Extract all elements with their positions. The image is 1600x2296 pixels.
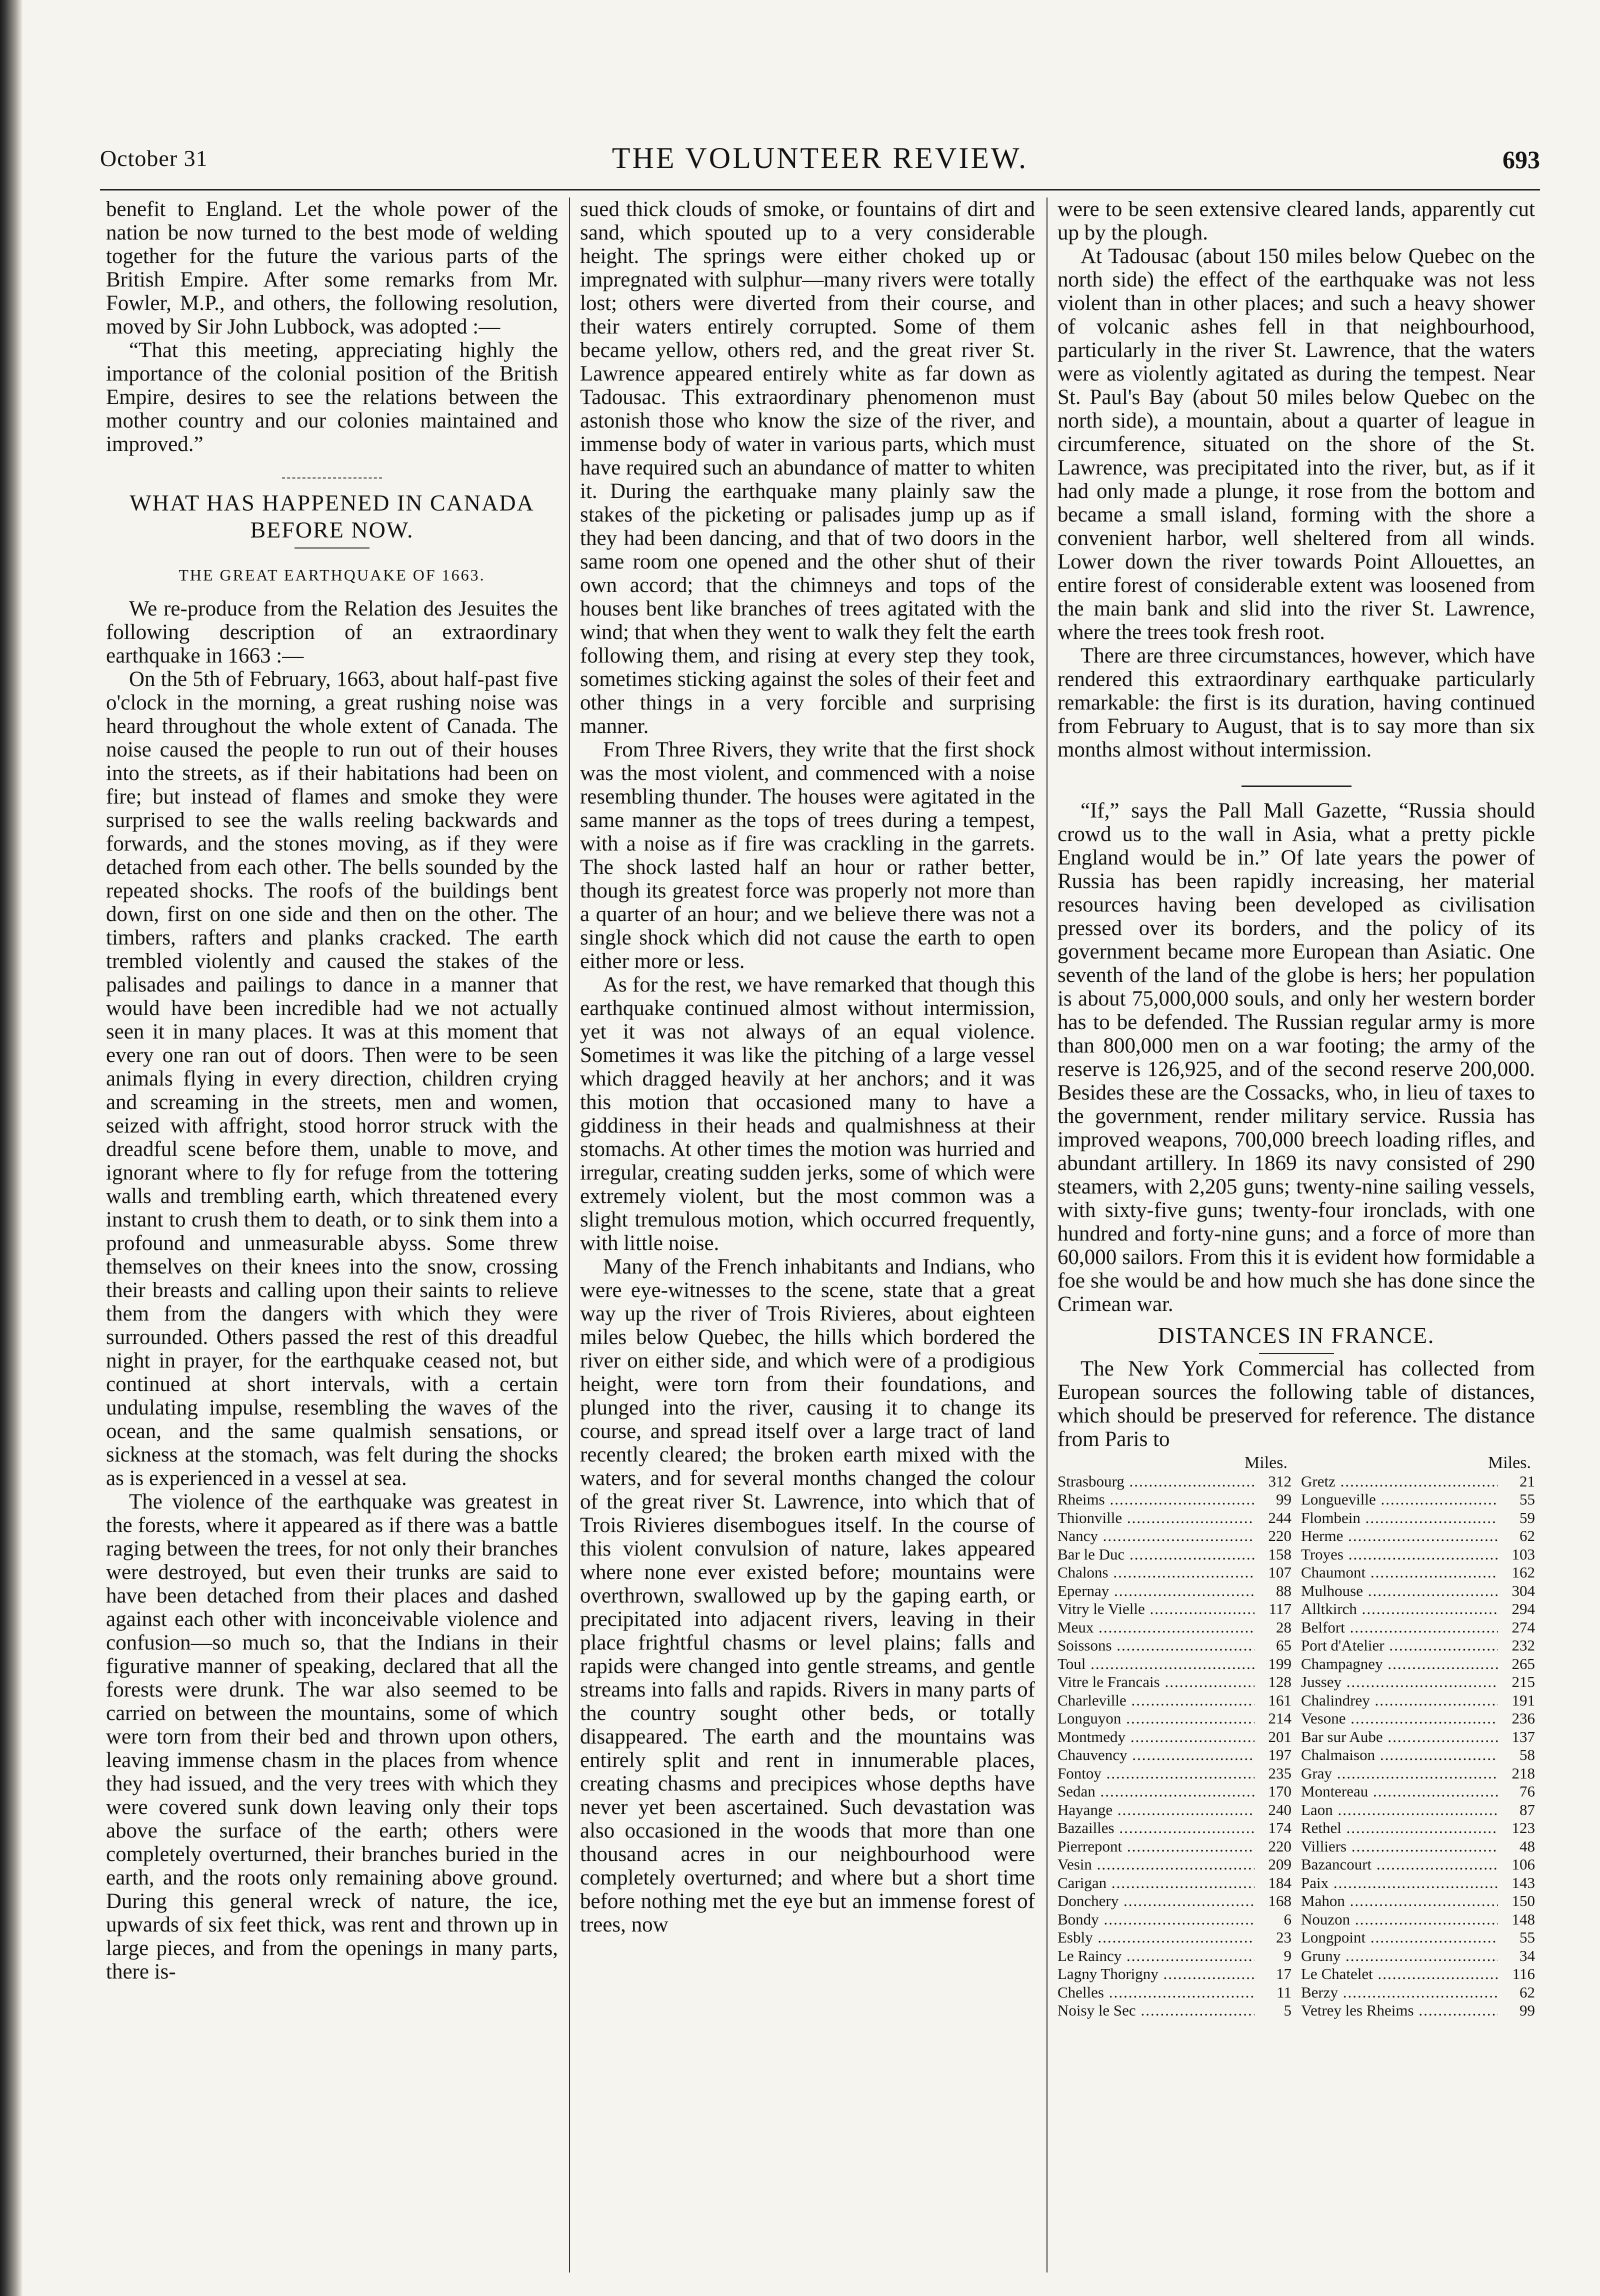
place-name: Bazancourt ..... xyxy=(1301,1856,1498,1874)
table-row xyxy=(1301,1764,1535,1783)
place-name: Pierrepont ..... xyxy=(1058,1838,1254,1856)
table-row xyxy=(1301,1509,1535,1528)
place-name: Herme ..... xyxy=(1301,1527,1498,1546)
miles-value: 304 xyxy=(1512,1582,1535,1600)
table-row xyxy=(1058,1546,1292,1564)
section-separator xyxy=(106,460,558,484)
miles-value: 218 xyxy=(1512,1764,1535,1782)
table-row xyxy=(1301,1874,1535,1892)
place-name: Mulhouse ..... xyxy=(1301,1582,1498,1600)
place-name: Montmedy ..... xyxy=(1058,1728,1254,1746)
miles-value: 107 xyxy=(1268,1564,1292,1581)
table-row xyxy=(1301,1490,1535,1509)
miles-value: 161 xyxy=(1268,1691,1292,1709)
miles-value: 117 xyxy=(1268,1600,1292,1618)
table-row xyxy=(1058,1782,1292,1801)
miles-value: 191 xyxy=(1512,1691,1535,1709)
table-row xyxy=(1058,1673,1292,1692)
place-name: Bazailles ..... xyxy=(1058,1819,1254,1838)
miles-value: 106 xyxy=(1512,1856,1535,1873)
table-row xyxy=(1058,1746,1292,1764)
miles-value: 158 xyxy=(1268,1545,1292,1563)
column-2 xyxy=(580,198,1035,2272)
miles-value: 197 xyxy=(1268,1746,1292,1764)
distances-table xyxy=(1058,1454,1535,2020)
table-row xyxy=(1058,1692,1292,1710)
place-name: Gretz ..... xyxy=(1301,1472,1498,1491)
miles-value: 62 xyxy=(1520,1527,1535,1544)
table-row xyxy=(1058,1856,1292,1874)
table-row xyxy=(1301,1782,1535,1801)
table-row xyxy=(1301,1673,1535,1692)
column-divider xyxy=(1046,198,1048,2272)
miles-value: 55 xyxy=(1520,1928,1535,1946)
table-header: Miles. xyxy=(1244,1454,1288,1472)
page-header xyxy=(100,142,1540,185)
place-name: Montereau ..... xyxy=(1301,1782,1498,1801)
place-name: Carigan ..... xyxy=(1058,1874,1254,1892)
table-row xyxy=(1058,1710,1292,1728)
distances-heading: DISTANCES IN FRANCE. xyxy=(1158,1322,1435,1348)
article-paragraph: From Three Rivers, they write that the first shock was the most violent, and commenced with a noise resembling thunder. The houses were agitated in the same manner as the tops of trees during a tempest, with a noise as if fire was crackling in the garrets. The shock lasted half an hour or rather better, though its greatest force was properly not more than a quarter of an hour; and we believe there was not a single shock which did not cause the earth to open either more or less. xyxy=(580,738,1035,973)
article-paragraph: were to be seen extensive cleared lands, apparently cut up by the plough. xyxy=(1058,198,1535,244)
place-name: Chalons ..... xyxy=(1058,1564,1254,1582)
miles-value: 76 xyxy=(1520,1782,1535,1800)
heading-rule xyxy=(1259,1353,1334,1354)
table-row xyxy=(1301,1636,1535,1655)
article-paragraph: At Tadousac (about 150 miles below Quebec on the north side) the effect of the earthquake was not less violent than in other places; and such a heavy shower of volcanic ashes fell in that neighbourhood, particularly in the river St. Lawrence, that the waters were as violently agitated as during the tempest. Near St. Paul's Bay (about 50 miles below Quebec on the north side), a mountain, about a quarter of league in circumference, situated on the shore of the St. Lawrence, was precipitated into the river, but, as if it had only made a plunge, it rose from the bottom and became a small island, forming with the shore a convenient harbor, well sheltered from all winds. Lower down the river towards Point Allouettes, an entire forest of considerable extent was loosened from the main bank and slid into the river St. Lawrence, where the trees took fresh root. xyxy=(1058,244,1535,644)
miles-value: 99 xyxy=(1520,2002,1535,2019)
article-paragraph: There are three circumstances, however, which have rendered this extraordinary earthquake particularly remarkable: the first is its duration, having continued from February to August, that is to say more than six months almost without intermission. xyxy=(1058,644,1535,762)
miles-value: 201 xyxy=(1268,1728,1292,1746)
table-row xyxy=(1301,1965,1535,1984)
miles-value: 265 xyxy=(1512,1654,1535,1672)
table-row xyxy=(1058,1509,1292,1528)
place-name: Hayange ..... xyxy=(1058,1801,1254,1820)
publication-title: THE VOLUNTEER REVIEW. xyxy=(612,142,1028,174)
table-row xyxy=(1058,1984,1292,2002)
table-row xyxy=(1301,1856,1535,1874)
place-name: Nouzon ..... xyxy=(1301,1910,1498,1929)
place-name: Rethel ..... xyxy=(1301,1819,1498,1838)
miles-value: 235 xyxy=(1268,1764,1292,1782)
place-name: Chaumont ..... xyxy=(1301,1564,1498,1582)
place-name: Bar sur Aube ..... xyxy=(1301,1728,1498,1746)
place-name: Fontoy ..... xyxy=(1058,1764,1254,1783)
place-name: Alltkirch ..... xyxy=(1301,1600,1498,1618)
place-name: Longpoint ..... xyxy=(1301,1928,1498,1947)
table-row xyxy=(1058,1838,1292,1856)
table-row xyxy=(1058,1947,1292,1966)
table-row xyxy=(1301,1655,1535,1674)
binding-edge xyxy=(0,0,23,2296)
miles-value: 215 xyxy=(1512,1673,1535,1690)
table-row xyxy=(1058,1490,1292,1509)
miles-value: 62 xyxy=(1520,1983,1535,2001)
place-name: Rheims ..... xyxy=(1058,1490,1254,1509)
miles-value: 55 xyxy=(1520,1490,1535,1508)
header-rule xyxy=(100,189,1540,190)
place-name: Villiers ..... xyxy=(1301,1838,1498,1856)
miles-value: 232 xyxy=(1512,1636,1535,1654)
miles-value: 99 xyxy=(1276,1490,1292,1508)
place-name: Le Raincy ..... xyxy=(1058,1947,1254,1966)
miles-value: 148 xyxy=(1512,1910,1535,1928)
miles-value: 168 xyxy=(1268,1892,1292,1910)
miles-value: 274 xyxy=(1512,1618,1535,1636)
place-name: Vesin ..... xyxy=(1058,1856,1254,1874)
table-row xyxy=(1301,1564,1535,1582)
miles-value: 137 xyxy=(1512,1728,1535,1746)
miles-value: 220 xyxy=(1268,1527,1292,1544)
ornament-rule xyxy=(1058,768,1535,792)
place-name: Gruny ..... xyxy=(1301,1947,1498,1966)
place-name: Longuyon ..... xyxy=(1058,1710,1254,1728)
miles-value: 6 xyxy=(1284,1910,1292,1928)
place-name: Soissons ..... xyxy=(1058,1636,1254,1655)
miles-value: 65 xyxy=(1276,1636,1292,1654)
table-row xyxy=(1058,1472,1292,1491)
article-paragraph: As for the rest, we have remarked that though this earthquake continued almost without intermission, yet it was not always of an equal violence. Sometimes it was like the pitching of a large vessel which dragged heavily at her anchors; and it was this motion that occasioned many to have a giddiness in their heads and qualmishness at their stomachs. At other times the motion was hurried and irregular, creating sudden jerks, some of which were extremely violent, but the most common was a slight tremulous motion, which occurred frequently, with little noise. xyxy=(580,973,1035,1255)
table-row xyxy=(1058,1728,1292,1746)
miles-value: 58 xyxy=(1520,1746,1535,1764)
miles-value: 199 xyxy=(1268,1654,1292,1672)
table-row xyxy=(1301,1928,1535,1947)
table-row xyxy=(1301,1801,1535,1820)
miles-value: 220 xyxy=(1268,1837,1292,1855)
column-1 xyxy=(106,198,558,2272)
table-row xyxy=(1058,1874,1292,1892)
table-row xyxy=(1058,2002,1292,2020)
place-name: Charleville ..... xyxy=(1058,1692,1254,1710)
place-name: Meux ..... xyxy=(1058,1618,1254,1637)
miles-value: 5 xyxy=(1284,2002,1292,2019)
place-name: Chelles ..... xyxy=(1058,1984,1254,2002)
article-paragraph: We re-produce from the Relation des Jesuites the following description of an extraordinary earthquake in 1663 :— xyxy=(106,597,558,668)
resolution-quote: “That this meeting, appreciating highly the importance of the colonial position of the British Empire, desires to see the relations between the mother country and our colonies maintained and improved.” xyxy=(106,338,558,456)
miles-value: 162 xyxy=(1512,1564,1535,1581)
miles-value: 184 xyxy=(1268,1874,1292,1892)
place-name: Paix ..... xyxy=(1301,1874,1498,1892)
table-row xyxy=(1301,1819,1535,1838)
place-name: Jussey ..... xyxy=(1301,1673,1498,1692)
place-name: Thionville ..... xyxy=(1058,1509,1254,1528)
place-name: Vitry le Vielle ..... xyxy=(1058,1600,1254,1618)
miles-value: 123 xyxy=(1512,1819,1535,1836)
table-row xyxy=(1058,1655,1292,1674)
place-name: Chalindrey ..... xyxy=(1301,1692,1498,1710)
table-row xyxy=(1058,1564,1292,1582)
table-row xyxy=(1301,1618,1535,1637)
miles-value: 28 xyxy=(1276,1618,1292,1636)
miles-value: 294 xyxy=(1512,1600,1535,1618)
miles-value: 150 xyxy=(1512,1892,1535,1910)
miles-value: 209 xyxy=(1268,1856,1292,1873)
table-row xyxy=(1301,1838,1535,1856)
miles-value: 174 xyxy=(1268,1819,1292,1836)
place-name: Chauvency ..... xyxy=(1058,1746,1254,1764)
place-name: Epernay ..... xyxy=(1058,1582,1254,1600)
miles-value: 21 xyxy=(1520,1472,1535,1490)
place-name: Toul ..... xyxy=(1058,1655,1254,1674)
place-name: Longueville ..... xyxy=(1301,1490,1498,1509)
miles-value: 244 xyxy=(1268,1508,1292,1526)
place-name: Bondy ..... xyxy=(1058,1910,1254,1929)
table-row xyxy=(1301,1600,1535,1618)
miles-value: 59 xyxy=(1520,1508,1535,1526)
table-row xyxy=(1301,1910,1535,1929)
place-name: Berzy ..... xyxy=(1301,1984,1498,2002)
article-paragraph: sued thick clouds of smoke, or fountains of dirt and sand, which spouted up to a very considerable height. The springs were either choked up or impregnated with sulphur—many rivers were totally lost; others were diverted from their course, and their waters entirely corrupted. Some of them became yellow, others red, and the great river St. Lawrence appeared entirely white as far down as Tadousac. This extraordinary phenomenon must astonish those who know the size of the river, and immense body of water in various parts, which must have required such an abundance of matter to whiten it. During the earthquake many plainly saw the stakes of the picketing or palisades jump up as if they had been dancing, and that of two doors in the same room one opened and the other shut of their own accord; that the chimneys and tops of the houses bent like branches of trees agitated with the wind; that when they went to walk they felt the earth following them, and rising at every step they took, sometimes sticking against the soles of their feet and other things in a very forcible and surprising manner. xyxy=(580,198,1035,738)
place-name: Esbly ..... xyxy=(1058,1928,1254,1947)
distances-intro: The New York Commercial has collected from European sources the following table of distances, which should be preserved for reference. The distance from Paris to xyxy=(1058,1357,1535,1451)
miles-value: 88 xyxy=(1276,1582,1292,1600)
article-paragraph: benefit to England. Let the whole power of the nation be now turned to the best mode of welding together for the future the various parts of the British Empire. After some remarks from Mr. Fowler, M.P., and others, the following resolution, moved by Sir John Lubbock, was adopted :— xyxy=(106,198,558,338)
miles-value: 9 xyxy=(1284,1946,1292,1964)
place-name: Strasbourg ..... xyxy=(1058,1472,1254,1491)
place-name: Vesone ..... xyxy=(1301,1710,1498,1728)
miles-value: 17 xyxy=(1276,1965,1292,1982)
table-row xyxy=(1301,1546,1535,1564)
table-row xyxy=(1058,1910,1292,1929)
table-row xyxy=(1058,1928,1292,1947)
table-row xyxy=(1058,1527,1292,1546)
table-row xyxy=(1301,1892,1535,1910)
table-row xyxy=(1058,1764,1292,1783)
place-name: Sedan ..... xyxy=(1058,1782,1254,1801)
place-name: Belfort ..... xyxy=(1301,1618,1498,1637)
table-row xyxy=(1058,1801,1292,1820)
page-number: 693 xyxy=(1502,146,1540,174)
miles-value: 240 xyxy=(1268,1800,1292,1818)
miles-value: 312 xyxy=(1268,1472,1292,1490)
miles-value: 143 xyxy=(1512,1874,1535,1892)
distances-table-left xyxy=(1058,1454,1292,2020)
table-row xyxy=(1058,1636,1292,1655)
miles-value: 23 xyxy=(1276,1928,1292,1946)
distances-table-right xyxy=(1301,1454,1535,2020)
table-row xyxy=(1058,1965,1292,1984)
table-row xyxy=(1058,1582,1292,1600)
place-name: Noisy le Sec ..... xyxy=(1058,2002,1254,2020)
table-row xyxy=(1058,1819,1292,1838)
place-name: Chalmaison ..... xyxy=(1301,1746,1498,1764)
section-heading: WHAT HAS HAPPENED IN CANADA BEFORE NOW. xyxy=(130,490,534,542)
table-row xyxy=(1301,1692,1535,1710)
table-row xyxy=(1301,1728,1535,1746)
miles-value: 11 xyxy=(1276,1983,1292,2001)
column-3 xyxy=(1058,198,1535,2272)
place-name: Champagney ..... xyxy=(1301,1655,1498,1674)
place-name: Troyes ..... xyxy=(1301,1546,1498,1564)
table-row xyxy=(1301,1746,1535,1764)
table-row xyxy=(1058,1618,1292,1637)
article-paragraph: The violence of the earthquake was greatest in the forests, where it appeared as if there was a battle raging between the trees, for not only their branches were destroyed, but even their trunks are said to have been detached from their places and dashed against each other with inconceivable violence and confusion—so much so, that the Indians in their figurative manner of speaking, declared that all the forests were drunk. The war also seemed to be carried on between the mountains, some of which were torn from their bed and thrown upon others, leaving immense chasm in the places from whence they had issued, and the very trees with which they were covered sunk down leaving only their tops above the surface of the earth; others were completely overturned, their branches buried in the earth, and the roots only remaining above ground. During this general wreck of nature, the ice, upwards of six feet thick, was rent and thrown up in large pieces, and from the openings in many parts, there is- xyxy=(106,1490,558,1984)
table-row xyxy=(1301,1582,1535,1600)
table-row xyxy=(1301,1472,1535,1491)
place-name: Bar le Duc ..... xyxy=(1058,1546,1254,1564)
table-header: Miles. xyxy=(1488,1454,1531,1472)
russia-paragraph: “If,” says the Pall Mall Gazette, “Russia should crowd us to the wall in Asia, what a pretty pickle England would be in.” Of late years the power of Russia has been rapidly increasing, her material resources having been developed as civilisation pressed over its borders, and the policy of its government became more European than Asiatic. One seventh of the land of the globe is hers; her population is about 75,000,000 souls, and only her western border has to be defended. The Russian regular army is more than 800,000 men on a war footing; the army of the reserve is 126,925, and of the second reserve 200,000. Besides these are the Cossacks, who, in lieu of taxes to the government, render military service. Russia has improved weapons, 700,000 breech loading rifles, and abundant artillery. In 1869 its navy consisted of 290 steamers, with 2,205 guns; twenty-nine sailing vessels, with sixty-five guns; twenty-four ironclads, with one hundred and forty-nine guns; and a force of more than 60,000 sailors. From this it is evident how formidable a foe she would be and how much she has done since the Crimean war. xyxy=(1058,799,1535,1316)
subheading: THE GREAT EARTHQUAKE OF 1663. xyxy=(178,566,486,584)
column-divider xyxy=(569,198,570,2272)
place-name: Vitre le Francais ..... xyxy=(1058,1673,1254,1692)
table-row xyxy=(1301,1947,1535,1966)
miles-value: 34 xyxy=(1520,1946,1535,1964)
miles-value: 87 xyxy=(1520,1800,1535,1818)
place-name: Le Chatelet ..... xyxy=(1301,1965,1498,1984)
miles-value: 170 xyxy=(1268,1782,1292,1800)
place-name: Flombein ..... xyxy=(1301,1509,1498,1528)
article-paragraph: On the 5th of February, 1663, about half-past five o'clock in the morning, a great rushing noise was heard throughout the whole extent of Canada. The noise caused the people to run out of their houses into the streets, as if their habitations had been on fire; but instead of flames and smoke they were surprised to see the walls reeling backwards and forwards, and the stones moving, as if they were detached from each other. The bells sounded by the repeated shocks. The roofs of the buildings bent down, first on one side and then on the other. The timbers, rafters and planks cracked. The earth trembled violently and caused the stakes of the palisades and pailings to dance in a manner that would have been incredible had we not actually seen it in many places. It was at this moment that every one ran out of doors. Then were to be seen animals flying in every direction, children crying and screaming in the streets, men and women, seized with affright, stood horror struck with the dreadful scene before them, unable to move, and ignorant where to fly for refuge from the tottering walls and trembling earth, which threatened every instant to crush them to death, or to sink them into a profound and unmeasurable abyss. Some threw themselves on their knees into the snow, crossing their breasts and calling upon their saints to relieve them from the dangers with which they were surrounded. Others passed the rest of this dreadful night in prayer, for the earthquake ceased not, but continued at short intervals, with a certain undulating impulse, resembling the waves of the ocean, and the same qualmish sensations, or sickness at the stomach, was felt during the shocks as is experienced in a vessel at sea. xyxy=(106,668,558,1490)
place-name: Laon ..... xyxy=(1301,1801,1498,1820)
issue-date: October 31 xyxy=(100,146,208,171)
miles-value: 128 xyxy=(1268,1673,1292,1690)
table-row xyxy=(1301,1710,1535,1728)
table-row xyxy=(1301,1527,1535,1546)
place-name: Gray ..... xyxy=(1301,1764,1498,1783)
place-name: Donchery ..... xyxy=(1058,1892,1254,1910)
place-name: Lagny Thorigny ..... xyxy=(1058,1965,1254,1984)
table-row xyxy=(1058,1892,1292,1910)
place-name: Vetrey les Rheims ..... xyxy=(1301,2002,1498,2020)
table-row xyxy=(1301,1984,1535,2002)
miles-value: 116 xyxy=(1512,1965,1535,1982)
miles-value: 48 xyxy=(1520,1837,1535,1855)
place-name: Nancy ..... xyxy=(1058,1527,1254,1546)
place-name: Port d'Atelier ..... xyxy=(1301,1636,1498,1655)
table-row xyxy=(1058,1600,1292,1618)
place-name: Mahon ..... xyxy=(1301,1892,1498,1910)
miles-value: 103 xyxy=(1512,1545,1535,1563)
table-row xyxy=(1301,2002,1535,2020)
miles-value: 214 xyxy=(1268,1710,1292,1727)
article-paragraph: Many of the French inhabitants and Indians, who were eye-witnesses to the scene, state that a great way up the river of Trois Rivieres, about eighteen miles below Quebec, the hills which bordered the river on either side, and which were of a prodigious height, were torn from their foundations, and plunged into the river, causing it to change its course, and spread itself over a large tract of land recently cleared; the broken earth mixed with the waters, and for several months changed the colour of the great river St. Lawrence, into which that of Trois Rivieres disembogues itself. In the course of this violent convulsion of nature, lakes appeared where none ever existed before; mountains were overthrown, swallowed up by the gaping earth, or precipitated into adjacent rivers, leaving in their place frightful chasms or level plains; falls and rapids were changed into gentle streams, and gentle streams into falls and rapids. Rivers in many parts of the country sought other beds, or totally disappeared. The earth and the mountains was entirely split and rent in innumerable places, creating chasms and precipices whose depths have never yet been ascertained. Such devastation was also occasioned in the woods that more than one thousand acres in our neighbourhood were completely overturned; and where but a short time before nothing met the eye but an immense forest of trees, now xyxy=(580,1255,1035,1936)
miles-value: 236 xyxy=(1512,1710,1535,1727)
